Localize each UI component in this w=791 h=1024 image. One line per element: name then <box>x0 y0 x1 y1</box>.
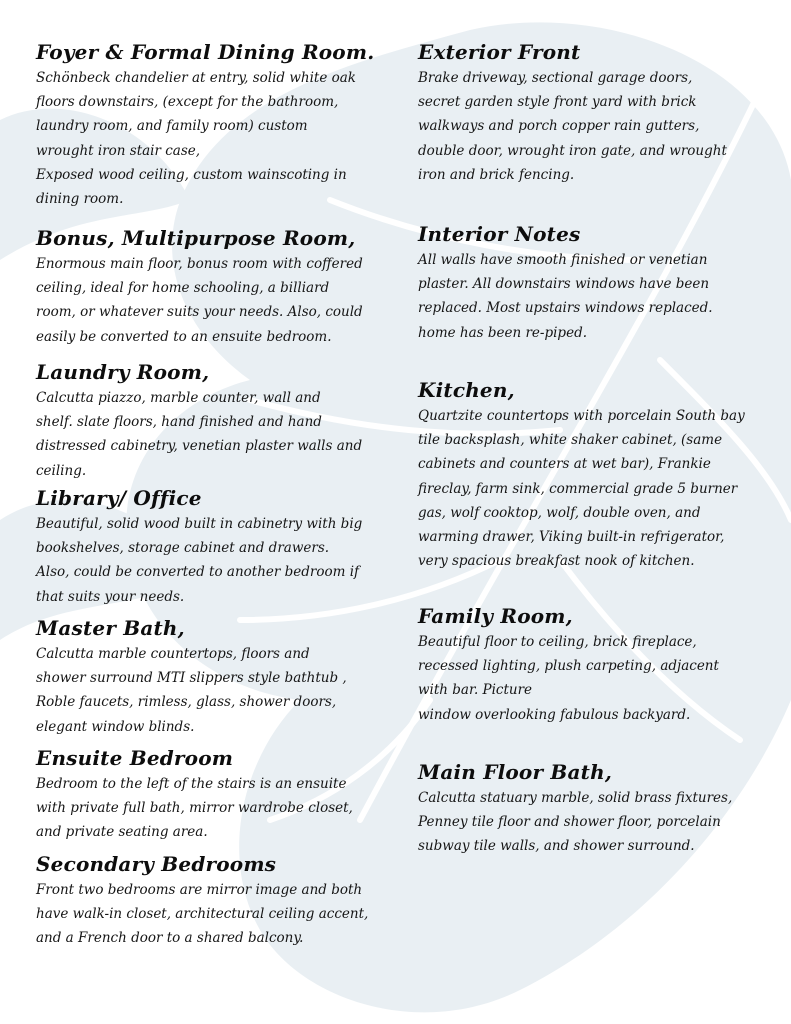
section-line: Calcutta piazzo, marble counter, wall and <box>36 390 321 406</box>
section-line: dining room. <box>36 191 124 208</box>
section-line: very spacious breakfast nook of kitchen. <box>418 553 695 570</box>
section-line: Also, could be converted to another bedroom if <box>36 564 360 581</box>
section-line: Penney tile floor and shower floor, porcelain <box>418 814 721 831</box>
section-line: Brake driveway, sectional garage doors, <box>418 70 693 86</box>
section-line: Roble faucets, rimless, glass, shower doors, <box>36 694 337 711</box>
section-line: Schönbeck chandelier at entry, solid white oak <box>36 70 356 86</box>
section-heading: Library/ Office <box>36 486 202 510</box>
section-heading: Ensuite Bedroom <box>36 746 234 770</box>
section-line: walkways and porch copper rain gutters, <box>418 118 700 135</box>
section-bonus-room <box>36 224 396 358</box>
section-heading: Interior Notes <box>418 222 581 246</box>
section-heading: Laundry Room, <box>36 360 210 384</box>
section-line: wrought iron stair case, <box>36 142 201 159</box>
section-line: Beautiful floor to ceiling, brick fireplace, <box>418 634 697 650</box>
left-column <box>36 38 396 951</box>
section-line: secret garden style front yard with brick <box>418 94 697 111</box>
section-line: tile backsplash, white shaker cabinet, (same <box>418 432 723 449</box>
section-line: iron and brick fencing. <box>418 166 575 183</box>
section-line: with bar. Picture <box>418 682 533 699</box>
section-line: elegant window blinds. <box>36 718 195 735</box>
section-foyer-dining <box>36 38 396 224</box>
section-heading: Main Floor Bath, <box>418 760 612 784</box>
section-line: recessed lighting, plush carpeting, adjacent <box>418 658 719 675</box>
section-line: warming drawer, Viking built-in refrigerator, <box>418 529 725 546</box>
section-line: ceiling, ideal for home schooling, a billiard <box>36 280 330 297</box>
section-line: fireclay, farm sink, commercial grade 5 burner <box>418 480 738 497</box>
section-heading: Secondary Bedrooms <box>36 852 277 876</box>
section-line: double door, wrought iron gate, and wrought <box>418 142 727 159</box>
section-interior-notes <box>418 220 768 376</box>
section-line: Calcutta marble countertops, floors and <box>36 646 310 662</box>
right-column <box>418 38 768 859</box>
section-master-bath <box>36 614 396 744</box>
section-line: easily be converted to an ensuite bedroom. <box>36 328 332 345</box>
section-line: All walls have smooth finished or venetian <box>418 252 708 268</box>
section-line: replaced. Most upstairs windows replaced. <box>418 300 713 317</box>
section-heading: Bonus, Multipurpose Room, <box>36 226 356 250</box>
section-line: shelf. slate floors, hand finished and hand <box>36 414 322 431</box>
section-line: bookshelves, storage cabinet and drawers. <box>36 540 330 557</box>
section-line: Beautiful, solid wood built in cabinetry with big <box>36 516 363 532</box>
section-line: laundry room, and family room) custom <box>36 118 308 135</box>
section-line: with private full bath, mirror wardrobe closet, <box>36 800 353 817</box>
section-heading: Kitchen, <box>418 378 515 402</box>
section-line: floors downstairs, (except for the bathroom, <box>36 94 339 111</box>
section-line: and a French door to a shared balcony. <box>36 930 304 947</box>
section-kitchen <box>418 376 768 602</box>
section-library-office <box>36 484 396 614</box>
section-heading: Exterior Front <box>418 40 581 64</box>
section-line: cabinets and counters at wet bar), Frankie <box>418 456 711 473</box>
section-line: plaster. All downstairs windows have been <box>418 276 710 293</box>
section-heading: Family Room, <box>418 604 573 628</box>
section-line: have walk-in closet, architectural ceiling accent, <box>36 906 369 923</box>
section-line: gas, wolf cooktop, wolf, double oven, and <box>418 504 701 521</box>
section-line: and private seating area. <box>36 824 208 841</box>
section-line: distressed cabinetry, venetian plaster walls and <box>36 438 363 455</box>
section-ensuite-bedroom <box>36 744 396 850</box>
section-heading: Foyer & Formal Dining Room. <box>36 40 375 64</box>
section-secondary-bedrooms <box>36 850 396 951</box>
section-line: that suits your needs. <box>36 588 185 605</box>
section-main-floor-bath <box>418 758 768 859</box>
section-line: subway tile walls, and shower surround. <box>418 838 695 855</box>
section-line: Exposed wood ceiling, custom wainscoting in <box>36 166 347 183</box>
section-line: home has been re-piped. <box>418 324 588 341</box>
section-line: Front two bedrooms are mirror image and both <box>36 882 363 898</box>
section-line: ceiling. <box>36 462 87 479</box>
section-line: Enormous main floor, bonus room with coffered <box>36 256 363 272</box>
section-line: room, or whatever suits your needs. Also, could <box>36 304 363 321</box>
section-line: Quartzite countertops with porcelain South bay <box>418 408 745 424</box>
section-line: shower surround MTI slippers style bathtub , <box>36 670 347 687</box>
section-exterior-front <box>418 38 768 220</box>
section-laundry-room <box>36 358 396 484</box>
section-line: window overlooking fabulous backyard. <box>418 706 691 723</box>
section-heading: Master Bath, <box>36 616 185 640</box>
section-line: Calcutta statuary marble, solid brass fixtures, <box>418 790 733 806</box>
section-family-room <box>418 602 768 758</box>
section-line: Bedroom to the left of the stairs is an ensuite <box>36 776 347 792</box>
